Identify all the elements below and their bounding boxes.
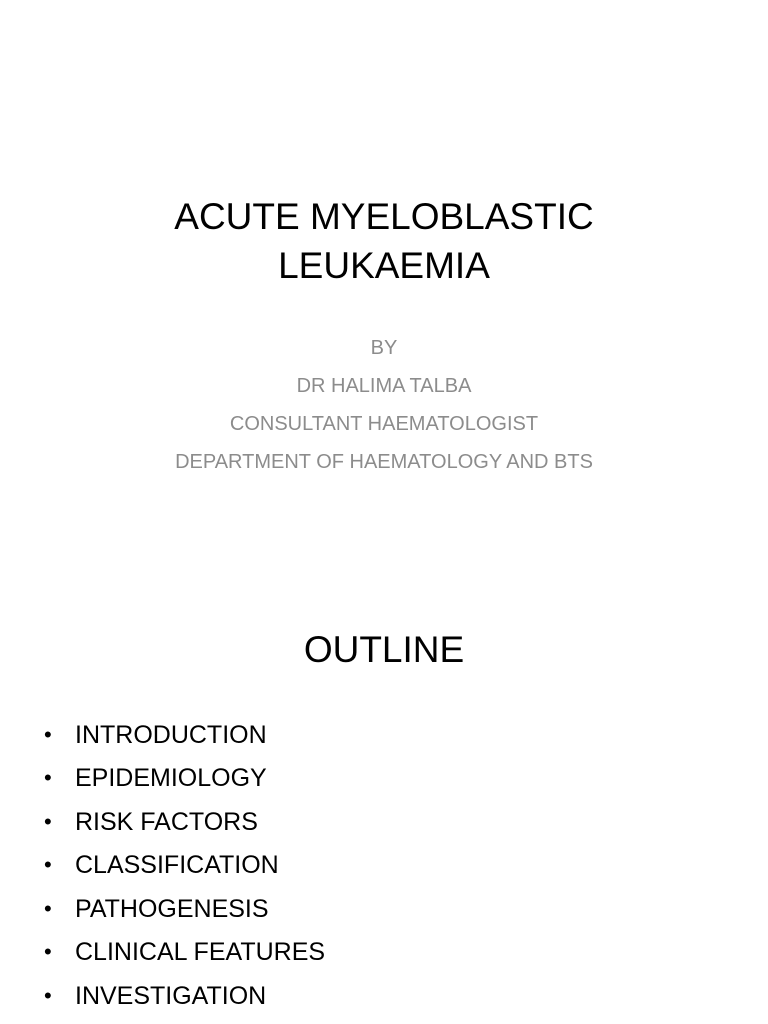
bullet-icon: • <box>44 809 52 834</box>
list-item-text: RISK FACTORS <box>75 808 258 836</box>
outline-slide <box>0 540 768 1024</box>
bullet-icon: • <box>44 896 52 921</box>
presentation-title <box>0 192 768 290</box>
list-item-text: PATHOGENESIS <box>75 895 269 923</box>
outline-title: OUTLINE <box>303 629 465 670</box>
author-block <box>0 329 768 481</box>
bullet-icon: • <box>44 852 52 877</box>
list-item-text: CLASSIFICATION <box>75 851 279 879</box>
list-item-text: INVESTIGATION <box>75 982 267 1010</box>
author-position: CONSULTANT HAEMATOLOGIST <box>229 413 539 435</box>
list-item-text: CLINICAL FEATURES <box>75 938 326 966</box>
author-name: DR HALIMA TALBA <box>296 375 472 397</box>
title-line-1: ACUTE MYELOBLASTIC <box>174 196 594 237</box>
bullet-icon: • <box>44 939 52 964</box>
list-item-text: EPIDEMIOLOGY <box>75 764 267 792</box>
bullet-icon: • <box>44 722 52 747</box>
subtitle-by: BY <box>370 337 398 359</box>
bullet-icon: • <box>44 765 52 790</box>
author-department: DEPARTMENT OF HAEMATOLOGY AND BTS <box>175 451 593 473</box>
list-item-text: INTRODUCTION <box>75 721 267 749</box>
title-line-2: LEUKAEMIA <box>278 245 490 286</box>
bullet-icon: • <box>44 983 52 1008</box>
